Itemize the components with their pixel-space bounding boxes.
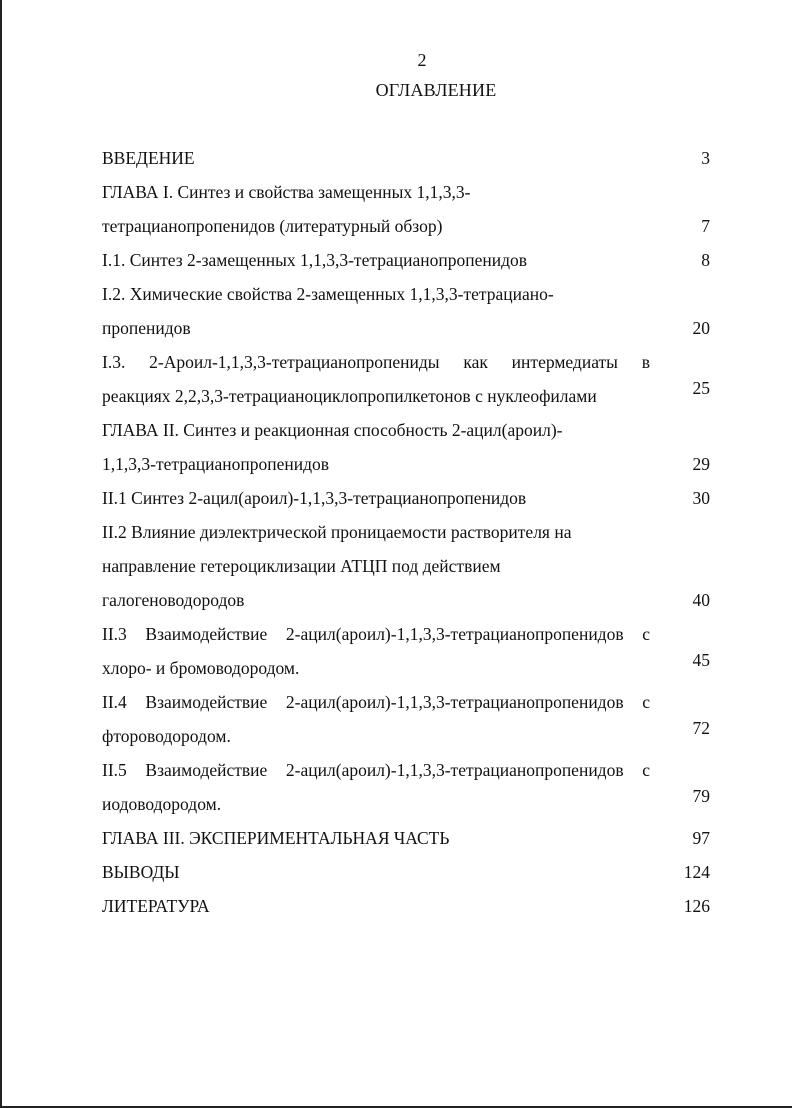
toc-entry-page: 8 [701,250,710,270]
toc-entry-text: иодоводородом. [102,794,222,814]
toc-entry-text: ГЛАВА III. ЭКСПЕРИМЕНТАЛЬНАЯ ЧАСТЬ [102,828,450,848]
toc-entry-section-2-3[interactable] [102,617,716,685]
toc-entry-page: 79 [692,786,710,806]
toc-entry-section-2-4[interactable] [102,685,716,753]
toc-entry-text: галогеноводородов [102,590,245,610]
toc-entry-chapter-2[interactable] [102,413,716,481]
toc-entry-page: 3 [701,148,710,168]
toc-entry-page: 97 [692,828,710,848]
toc-entry-page: 20 [692,318,710,338]
toc-entry-chapter-3[interactable] [102,821,716,855]
toc-entry-section-1-3[interactable] [102,345,716,413]
toc-entry-page: 25 [692,378,710,398]
toc-entry-text: направление гетероциклизации АТЦП под действием [102,556,501,576]
toc-entry-text: 1,1,3,3-тетрацианопропенидов [102,454,330,474]
toc-entry-text: II.2 Влияние диэлектрической проницаемости растворителя на [102,522,572,542]
toc-entry-page: 29 [692,454,710,474]
toc-entry-page: 40 [692,590,710,610]
toc-entry-page: 45 [692,650,710,670]
toc-entry-introduction[interactable] [102,141,716,175]
toc-entry-page: 30 [692,488,710,508]
toc-entry-section-2-1[interactable] [102,481,716,515]
toc-entry-text: II.3 Взаимодействие 2-ацил(ароил)-1,1,3,3-тетрацианопропенидов с [102,624,650,644]
toc-entry-section-1-2[interactable] [102,277,716,345]
toc-entry-text: II.5 Взаимодействие 2-ацил(ароил)-1,1,3,3-тетрацианопропенидов с [102,760,650,780]
toc-entry-chapter-1[interactable] [102,175,716,243]
toc-entry-conclusions[interactable] [102,855,716,889]
toc-entry-text: ВЫВОДЫ [102,862,180,882]
toc-entry-text: ВВЕДЕНИЕ [102,148,195,168]
toc-entry-section-2-2[interactable] [102,515,716,617]
toc-entry-page: 7 [701,216,710,236]
toc-entry-section-1-1[interactable] [102,243,716,277]
toc-entry-page: 124 [683,862,710,882]
table-of-contents [102,141,716,923]
toc-entry-text: II.4 Взаимодействие 2-ацил(ароил)-1,1,3,3-тетрацианопропенидов с [102,692,650,712]
toc-entry-text: ГЛАВА II. Синтез и реакционная способность 2-ацил(ароил)- [102,420,563,440]
toc-entry-text: I.1. Синтез 2-замещенных 1,1,3,3-тетрацианопропенидов [102,250,527,270]
toc-entry-text: хлоро- и бромоводородом. [102,658,300,678]
toc-entry-text: пропенидов [102,318,191,338]
toc-entry-section-2-5[interactable] [102,753,716,821]
toc-entry-references[interactable] [102,889,716,923]
toc-entry-page: 126 [683,896,710,916]
toc-entry-text: реакциях 2,2,3,3-тетрацианоциклопропилкетонов с нуклеофилами [102,386,597,406]
page-number: 2 [417,50,427,70]
toc-entry-text: II.1 Синтез 2-ацил(ароил)-1,1,3,3-тетрацианопропенидов [102,488,527,508]
toc-entry-text: ЛИТЕРАТУРА [102,896,210,916]
toc-entry-text: ГЛАВА I. Синтез и свойства замещенных 1,1,3,3- [102,182,471,202]
toc-entry-text: I.2. Химические свойства 2-замещенных 1,1,3,3-тетрациано- [102,284,554,304]
toc-entry-page: 72 [692,718,710,738]
toc-entry-text: тетрацианопропенидов (литературный обзор) [102,216,443,236]
toc-entry-text: I.3. 2-Ароил-1,1,3,3-тетрацианопропениды как интермедиаты в [102,352,650,372]
page-title: ОГЛАВЛЕНИЕ [375,80,497,100]
toc-entry-text: фтороводородом. [102,726,231,746]
